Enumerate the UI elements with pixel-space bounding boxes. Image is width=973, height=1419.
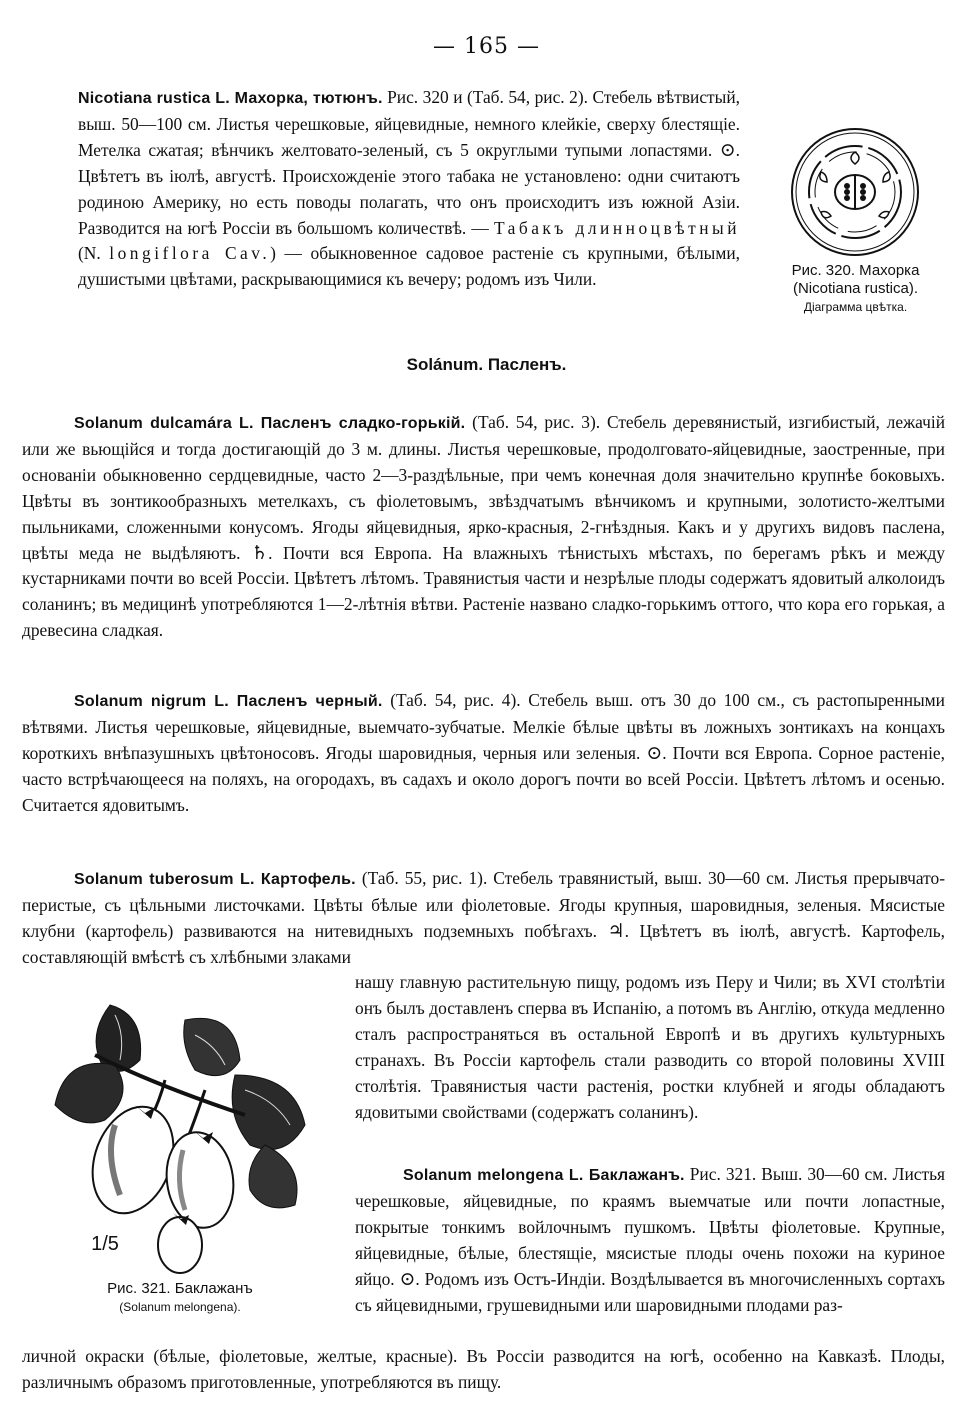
species-name: Solanum tuberosum L. Картофель. (74, 871, 356, 888)
species-name: Solanum melongena L. Баклажанъ. (403, 1167, 685, 1184)
perennial-symbol: ♃ (607, 920, 625, 942)
annual-symbol: ⊙ (719, 139, 736, 161)
melongena-continuation (22, 1344, 945, 1404)
dulcamara-paragraph (22, 410, 945, 670)
eggplant-figure (35, 995, 335, 1275)
text-segment: (N. (78, 243, 110, 264)
nigrum-paragraph (22, 688, 945, 844)
text-segment: . Почти вся Европа. На влажныхъ тѣнистыхъ мѣстахъ, по берегамъ рѣкъ и между кустарниками почти во всей Россіи. Цвѣтетъ лѣтомъ. Травянистыя части и незрѣлые плоды содержатъ ядовитый алколоидъ соланинъ; въ медицинѣ употребляются 1—2-лѣтнія вѣтви. Растеніе названо сладко-горькимъ оттого, что кора его горькая, а древесина сладкая. (22, 542, 945, 641)
text-segment: . Цвѣтетъ въ іюлѣ, августѣ. Происхожденіе этого табака не установлено: одни считаютъ родиною Америку, но есть поводы полагать, что онъ происходитъ изъ южной Азіи. Разводится на югѣ Россіи въ большомъ количествѣ. — (78, 139, 740, 238)
annual-symbol: ⊙ (399, 1268, 416, 1290)
tuberosum-continuation (355, 970, 945, 1152)
figure-320-caption (768, 262, 943, 316)
caption-line: (Nicotiana rustica). (792, 280, 919, 297)
text-segment: личной окраски (бѣлые, фіолетовые, желтые, красные). Въ Россіи разводится на югѣ, особенно на Кавказѣ. Плоды, различнымъ образомъ приготовленные, употребляются въ пищу. (22, 1346, 945, 1392)
text-segment: (Таб. 54, рис. 3). Стебель деревянистый, изгибистый, лежачій или же вьющійся и тогда достигающій до 3 м. длины. Листья черешковые, продолговато-яйцевидные, заостренные, при основаніи обыкновенно сердцевидные, часто 2—3-раздѣльные, при чемъ конечная доля значительно крупнѣе боковыхъ. Цвѣты въ зонтикообразныхъ метелкахъ, съ фіолетовымъ, звѣздчатымъ вѣнчикомъ и крупными, золотисто-желтыми пыльниками, сложенными конусомъ. Ягоды яйцевидныя, ярко-красныя, 2-гнѣздныя. Какъ и у другихъ видовъ паслена, цвѣты меда не выдѣляютъ. (22, 412, 945, 563)
text-segment: нашу главную растительную пищу, родомъ изъ Перу и Чили; въ XVI столѣтіи онъ былъ доставленъ сперва въ Испанію, а потомъ въ Англію, откуда медленно сталъ распространяться въ остальной Европѣ и въ другихъ культурныхъ странахъ. Въ Россіи картофель стали разводить со второй половины XVIII столѣтія. Травянистыя части растенія, ростки клубней и ягоды обладаютъ ядовитыми свойствами (содержатъ соланинъ). (355, 972, 945, 1122)
species-name: Solanum nigrum L. Пасленъ черный. (74, 693, 383, 710)
spaced-species-name: longiflora Cav. (109, 243, 271, 264)
species-name: Nicotiana rustica L. Махорка, тютюнъ. (78, 90, 383, 107)
text-segment: . Цвѣтетъ въ іюлѣ, августѣ. Картофель, составляющій вмѣстѣ съ хлѣбными злаками (22, 920, 945, 967)
annual-symbol: ⊙ (646, 742, 663, 764)
text-segment: . Родомъ изъ Остъ-Индіи. Воздѣлывается въ многочисленныхъ сортахъ съ яйцевидными, грушевидными или шаровидными плодами раз- (355, 1268, 945, 1315)
figure-321-scale: 1/5 (91, 1233, 119, 1255)
perennial-woody-symbol: ♄ (251, 542, 269, 564)
caption-line: (Solanum melongena). (119, 1300, 241, 1314)
figure-321-caption (60, 1280, 300, 1316)
nicotiana-paragraph (78, 85, 740, 320)
species-name: Solanum dulcamára L. Пасленъ сладко-горькій. (74, 415, 466, 432)
text-segment: Рис. 320 и (Таб. 54, рис. 2). Стебель вѣтвистый, выш. 50—100 см. Листья черешковые, яйцевидные, немного клейкіе, сверху блестящіе. Метелка сжатая; вѣнчикъ желтовато-зеленый, съ 5 округлыми тупыми лопастями. (78, 87, 740, 160)
melongena-paragraph (355, 1162, 945, 1344)
tuberosum-paragraph (22, 866, 945, 970)
text-segment: Рис. 321. Выш. 30—60 см. Листья черешковые, яйцевидные, по краямъ выемчатые или почти лопастные, покрытые тонкимъ войлочнымъ пушкомъ. Цвѣты фіолетовые. Крупные, яйцевидные, бѣлые, блестящіе, мясистые плоды очень похожи на куриное яйцо. (355, 1164, 945, 1289)
text-segment: ) — обыкновенное садовое растеніе съ крупными, бѣлыми, душистыми цвѣтами, раскрывающимися къ вечеру; родомъ изъ Чили. (78, 243, 740, 290)
eggplant-illustration (35, 995, 335, 1275)
caption-line: Рис. 320. Махорка (791, 262, 920, 279)
section-title: Solánum. Пасленъ. (406, 355, 567, 374)
spaced-species-name: Табакъ длинноцвѣтный (493, 217, 740, 238)
caption-line: Діаграмма цвѣтка. (803, 300, 908, 314)
text-segment: . Почти вся Европа. Сорное растеніе, часто встрѣчающееся на поляхъ, на огородахъ, въ садахъ и около дорогъ почти во всей Россіи. Цвѣтетъ лѣтомъ и осенью. Считается ядовитымъ. (22, 742, 945, 815)
text-segment: (Таб. 54, рис. 4). Стебель выш. отъ 30 до 100 см., съ растопыренными вѣтвями. Листья черешковые, яйцевидные, выемчато-зубчатые. Мелкіе бѣлые цвѣты въ ложныхъ зонтикахъ на концахъ короткихъ внѣпазушныхъ цвѣтоносовъ. Ягоды шаровидныя, черныя или зеленыя. (22, 690, 945, 763)
caption-line: Рис. 321. Баклажанъ (107, 1280, 253, 1297)
text-segment: (Таб. 55, рис. 1). Стебель травянистый, выш. 30—60 см. Листья прерывчато-перистые, съ цѣльными листочками. Цвѣты бѣлые или фіолетовые. Ягоды крупныя, шаровидныя, зеленыя. Мясистые клубни (картофель) развиваются на нитевидныхъ подземныхъ побѣгахъ. (22, 868, 945, 941)
page-number: — 165 — (433, 34, 540, 59)
floral-diagram-figure (785, 122, 925, 262)
floral-diagram-illustration (785, 122, 925, 262)
